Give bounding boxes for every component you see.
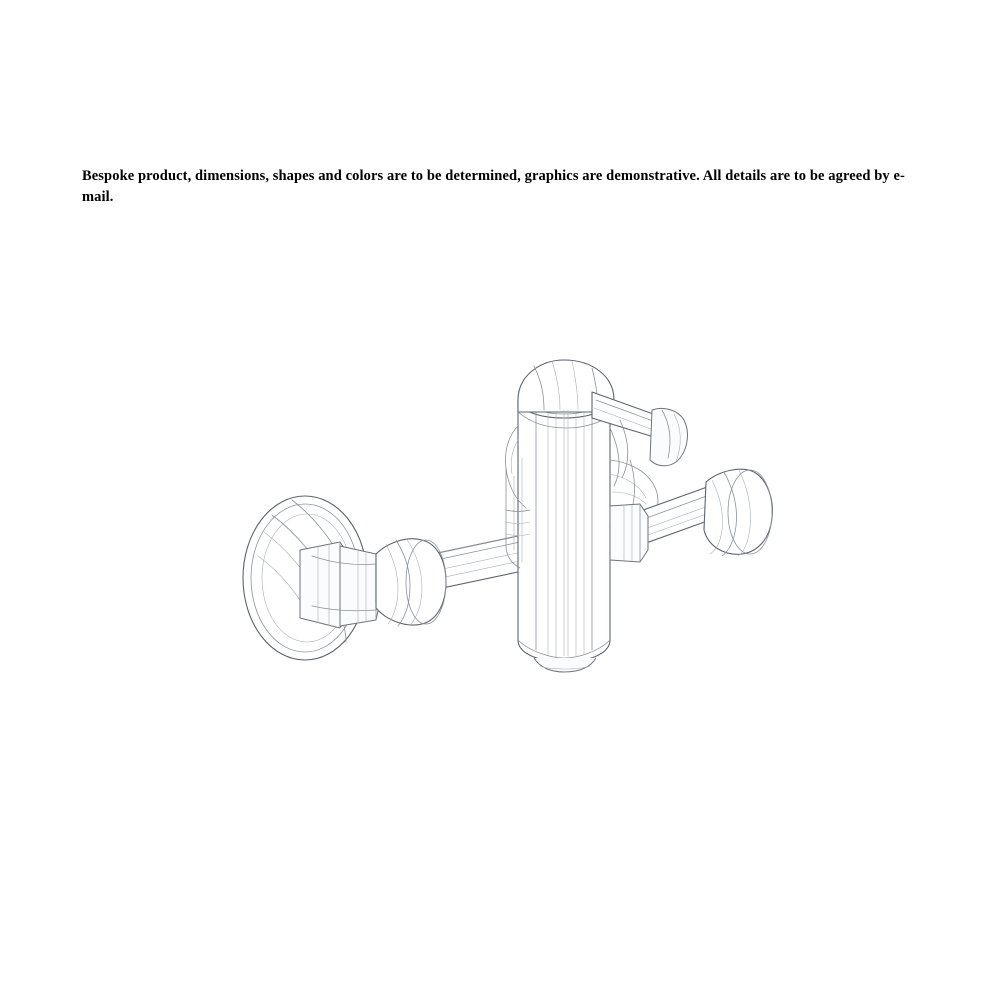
product-illustration — [200, 310, 820, 710]
disclaimer-text: Bespoke product, dimensions, shapes and colors are to be determined, graphics are demonstrative. All details are to be agreed by e-mail. — [82, 168, 905, 206]
left-handle-base — [300, 542, 380, 628]
right-lever-knob — [704, 468, 772, 556]
product-line-art — [200, 310, 820, 710]
left-lever-knob — [376, 538, 446, 626]
right-handle-base — [610, 504, 648, 562]
